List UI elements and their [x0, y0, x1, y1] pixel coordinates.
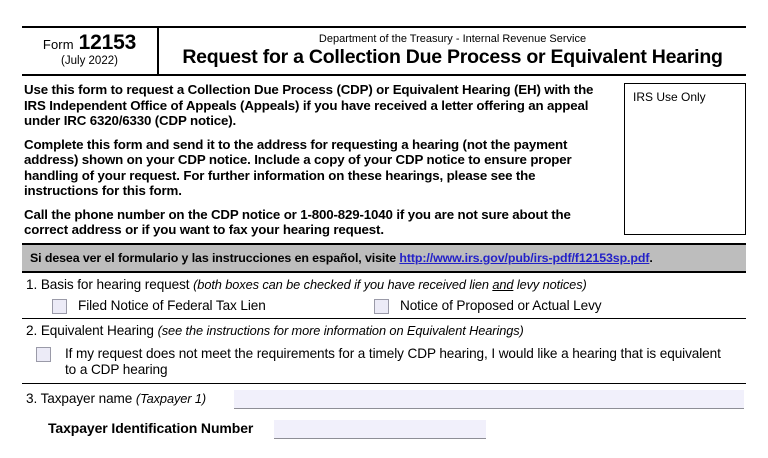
instruction-paragraph-3: Call the phone number on the CDP notice or 1-800-829-1040 if you are not sure about the correct address or if you want to fax your hearing request. [24, 206, 571, 238]
section-equivalent-hearing [22, 319, 746, 383]
section-1-hint-underlined: and [492, 276, 514, 292]
label-equivalent-hearing: If my request does not meet the requirements for a timely CDP hearing, I would like a hearing that is equivalent to a CDP hearing [65, 345, 721, 378]
form-12153-page [0, 26, 768, 458]
form-title-block [159, 28, 746, 74]
instruction-paragraph-1: Use this form to request a Collection Due Process (CDP) or Equivalent Hearing (EH) with the IRS Independent Office of Appeals (Appeals) if you have received a letter offering an appeal under IRC 6320/6330 (CDP notice). [24, 82, 594, 129]
taxpayer-identification-number-row [26, 420, 744, 439]
irs-use-only-box [624, 83, 746, 235]
section-1-heading [26, 277, 744, 293]
label-filed-notice-federal-tax-lien: Filed Notice of Federal Tax Lien [78, 298, 266, 314]
spanish-notice-text [30, 251, 653, 265]
taxpayer-name-row [26, 390, 744, 409]
irs-use-only-column [618, 76, 746, 243]
option-filed-notice-federal-tax-lien[interactable] [26, 298, 366, 314]
form-identity-block [22, 28, 159, 74]
form-number: 12153 [78, 31, 137, 55]
option-notice-proposed-actual-levy[interactable] [366, 298, 601, 314]
section-basis-for-hearing [22, 273, 746, 319]
page-title: Request for a Collection Due Process or Equivalent Hearing [182, 46, 723, 69]
form-header [22, 28, 746, 76]
instructions-column [22, 76, 618, 243]
spanish-text-after-link: . [649, 250, 653, 265]
section-1-hint-part-2: levy notices) [513, 276, 587, 292]
form-word-label: Form [42, 37, 74, 53]
form-number-line [43, 32, 136, 53]
section-2-heading [26, 323, 744, 339]
section-2-title: Equivalent Hearing [40, 323, 154, 339]
checkbox-equivalent-hearing[interactable] [36, 347, 51, 362]
agency-name: Department of the Treasury - Internal Revenue Service [318, 33, 587, 46]
section-taxpayer-name [22, 384, 746, 439]
section-3-heading [26, 392, 206, 409]
section-3-title: Taxpayer name [40, 390, 133, 406]
taxpayer-identification-number-input[interactable] [274, 420, 486, 439]
section-2-option-row[interactable] [26, 346, 744, 379]
taxpayer-name-input[interactable] [234, 390, 744, 409]
section-1-number: 1. [26, 276, 38, 292]
instruction-paragraph-2: Complete this form and send it to the address for requesting a hearing (not the payment address) shown on your CDP notice. Include a copy of your CDP notice to ensure proper handling of your request. For further information on these hearings, please see the instructions for this form. [24, 136, 572, 199]
section-1-hint [193, 277, 587, 292]
label-notice-proposed-actual-levy: Notice of Proposed or Actual Levy [400, 298, 602, 314]
spanish-text-before-link: Si desea ver el formulario y las instrucciones en español, visite [30, 250, 400, 265]
instructions-band [22, 76, 746, 245]
spanish-form-link[interactable]: http://www.irs.gov/pub/irs-pdf/f12153sp.pdf [399, 250, 650, 265]
section-2-number: 2. [26, 323, 38, 339]
form-revision-date: (July 2022) [61, 55, 118, 68]
irs-use-only-label: IRS Use Only [633, 90, 706, 104]
section-1-title: Basis for hearing request [40, 276, 190, 292]
checkbox-notice-proposed-actual-levy[interactable] [374, 299, 389, 314]
section-3-title-qualifier: (Taxpayer 1) [135, 390, 207, 406]
section-3-number: 3. [26, 390, 38, 406]
section-1-options-row [26, 298, 744, 314]
taxpayer-identification-number-label: Taxpayer Identification Number [48, 420, 254, 437]
section-1-hint-part-1: (both boxes can be checked if you have received lien [193, 276, 493, 292]
spanish-notice-bar [22, 245, 746, 273]
section-2-hint: (see the instructions for more information on Equivalent Hearings) [157, 323, 524, 339]
checkbox-filed-notice-federal-tax-lien[interactable] [52, 299, 67, 314]
